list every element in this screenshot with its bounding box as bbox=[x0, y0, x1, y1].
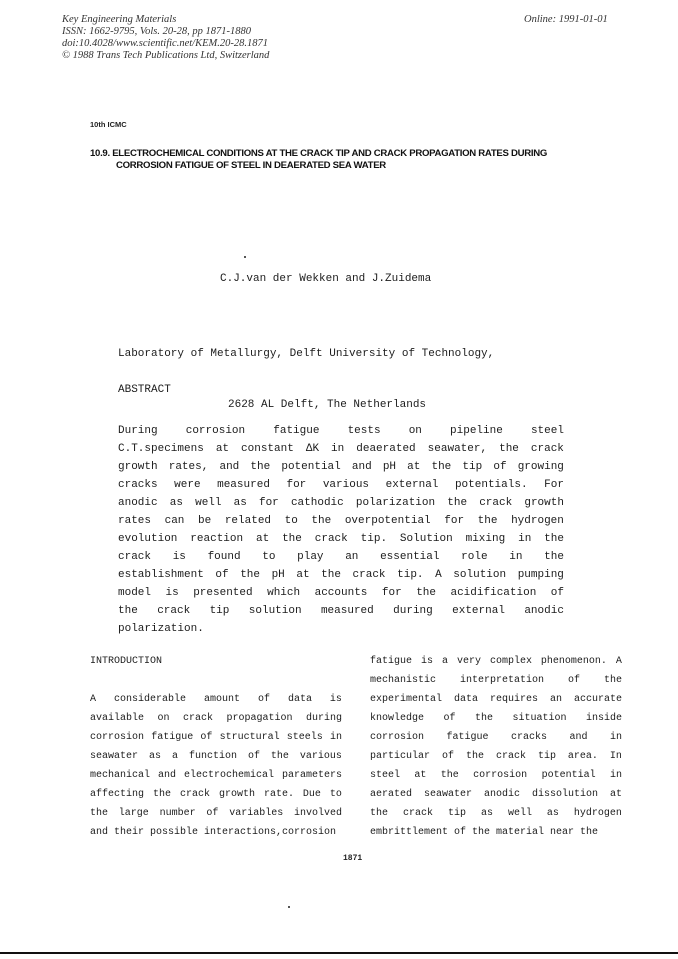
introduction-right-column bbox=[370, 652, 622, 842]
intro-right-line: fatigue is a very complex phenomenon. A bbox=[370, 656, 622, 667]
affiliation bbox=[118, 312, 494, 431]
intro-right-line: particular of the crack tip area. In bbox=[370, 751, 622, 762]
title-line-1: 10.9. ELECTROCHEMICAL CONDITIONS AT THE CRACK TIP AND CRACK PROPAGATION RATES DURING bbox=[90, 148, 547, 159]
intro-left-line: mechanical and electrochemical parameters bbox=[90, 770, 342, 781]
abstract-body bbox=[118, 422, 564, 638]
abstract-line: model is presented which accounts for the acidification of bbox=[118, 587, 564, 599]
title-line-2: CORROSION FATIGUE OF STEEL IN DEAERATED SEA WATER bbox=[116, 160, 386, 171]
online-date: Online: 1991-01-01 bbox=[524, 14, 608, 25]
abstract-line: crack is found to play an essential role in the bbox=[118, 551, 564, 563]
abstract-line: polarization. bbox=[118, 623, 204, 635]
intro-left-line: affecting the crack growth rate. Due to bbox=[90, 789, 342, 800]
intro-right-line: knowledge of the situation inside bbox=[370, 713, 622, 724]
abstract-line: evolution reaction at the crack tip. Solution mixing in the bbox=[118, 533, 564, 545]
intro-right-line: steel at the corrosion potential in bbox=[370, 770, 622, 781]
intro-left-line: A considerable amount of data is bbox=[90, 694, 342, 705]
affiliation-line-2: 2628 AL Delft, The Netherlands bbox=[228, 399, 427, 411]
intro-right-line: mechanistic interpretation of the bbox=[370, 675, 622, 686]
intro-right-line: the crack tip as well as hydrogen bbox=[370, 808, 622, 819]
conference-label: 10th ICMC bbox=[90, 120, 127, 129]
abstract-line: C.T.specimens at constant ΔK in deaerated seawater, the crack bbox=[118, 443, 564, 455]
scan-speck bbox=[244, 256, 246, 258]
author-list: C.J.van der Wekken and J.Zuidema bbox=[220, 273, 432, 285]
scan-speck bbox=[288, 906, 290, 908]
introduction-heading: INTRODUCTION bbox=[90, 656, 163, 667]
abstract-line: anodic as well as for cathodic polarization the crack growth bbox=[118, 497, 564, 509]
doi-line: doi:10.4028/www.scientific.net/KEM.20-28.1871 bbox=[62, 38, 268, 49]
abstract-line: rates can be related to the overpotential for the hydrogen bbox=[118, 515, 564, 527]
abstract-line: establishment of the pH at the crack tip. A solution pumping bbox=[118, 569, 564, 581]
paper-title bbox=[90, 148, 630, 172]
issn-line: ISSN: 1662-9795, Vols. 20-28, pp 1871-1880 bbox=[62, 26, 251, 37]
page-number: 1871 bbox=[343, 854, 363, 863]
intro-right-line: aerated seawater anodic dissolution at bbox=[370, 789, 622, 800]
intro-right-line: embrittlement of the material near the bbox=[370, 827, 599, 838]
journal-header bbox=[62, 14, 269, 62]
journal-name: Key Engineering Materials bbox=[62, 14, 177, 25]
abstract-line: During corrosion fatigue tests on pipeline steel bbox=[118, 425, 564, 437]
abstract-line: cracks were measured for various external potentials. For bbox=[118, 479, 564, 491]
intro-right-line: corrosion fatigue cracks and in bbox=[370, 732, 622, 743]
intro-right-line: experimental data requires an accurate bbox=[370, 694, 622, 705]
intro-left-line: seawater as a function of the various bbox=[90, 751, 342, 762]
abstract-line: the crack tip solution measured during external anodic bbox=[118, 605, 564, 617]
intro-left-line: the large number of variables involved bbox=[90, 808, 342, 819]
introduction-left-column bbox=[90, 652, 342, 842]
intro-left-line: corrosion fatigue of structural steels in bbox=[90, 732, 342, 743]
affiliation-line-1: Laboratory of Metallurgy, Delft University of Technology, bbox=[118, 348, 495, 360]
intro-left-line: and their possible interactions,corrosion bbox=[90, 827, 337, 838]
page-bottom-rule bbox=[0, 952, 678, 954]
abstract-line: growth rates, and the potential and pH at the tip of growing bbox=[118, 461, 564, 473]
abstract-heading: ABSTRACT bbox=[118, 384, 171, 396]
intro-left-line: available on crack propagation during bbox=[90, 713, 342, 724]
copyright-line: © 1988 Trans Tech Publications Ltd, Switzerland bbox=[62, 50, 270, 61]
